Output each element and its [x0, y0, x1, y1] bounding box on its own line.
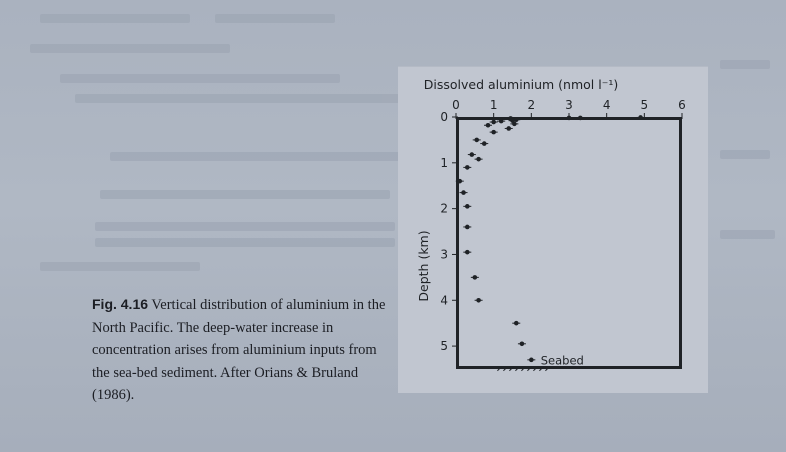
caption-text: Vertical distribution of aluminium in the North Pacific. The deep-water increase in concentration arises from aluminium inputs from the sea-bed sediment. After Orians & Bruland (1986). [92, 297, 386, 403]
y-tick-label: 4 [440, 293, 448, 308]
data-point [499, 119, 504, 124]
data-point [465, 165, 470, 170]
data-point [476, 157, 481, 162]
y-tick-label: 0 [440, 110, 448, 124]
data-point [461, 190, 466, 195]
plot-inner [459, 120, 679, 366]
data-point [514, 321, 519, 326]
chart-title: Dissolved aluminium (nmol l⁻¹) [423, 77, 619, 92]
aluminium-depth-chart [398, 66, 708, 392]
data-point [512, 122, 517, 127]
x-tick-label: 1 [489, 98, 498, 112]
data-point [465, 250, 470, 255]
x-tick-label: 2 [527, 98, 536, 112]
data-point [520, 342, 525, 347]
data-point [474, 138, 479, 143]
data-point [457, 179, 462, 184]
data-point [486, 123, 491, 128]
seabed-label: Seabed [540, 353, 584, 368]
data-point [470, 152, 475, 157]
data-point [476, 298, 481, 303]
data-point [473, 275, 478, 280]
figure-caption [92, 293, 392, 407]
x-tick-label: 0 [452, 98, 460, 112]
data-point [482, 141, 487, 146]
x-tick-label: 6 [678, 98, 686, 112]
y-tick-label: 3 [440, 247, 448, 262]
y-axis-label: Depth (km) [416, 230, 431, 302]
data-point [465, 204, 470, 209]
y-tick-label: 2 [440, 201, 448, 216]
data-point [578, 116, 583, 121]
y-tick-label: 5 [440, 339, 448, 354]
data-point [506, 126, 511, 131]
data-point [638, 115, 643, 120]
x-tick-label: 3 [565, 98, 573, 112]
data-point [491, 130, 496, 135]
x-tick-label: 4 [602, 98, 611, 112]
data-point [491, 120, 496, 125]
y-axis [440, 110, 458, 353]
y-tick-label: 1 [440, 155, 448, 170]
data-point [529, 358, 534, 363]
x-tick-label: 5 [640, 98, 649, 112]
data-point [567, 116, 572, 121]
data-point [465, 225, 470, 230]
figure-label: Fig. 4.16 [92, 296, 149, 312]
